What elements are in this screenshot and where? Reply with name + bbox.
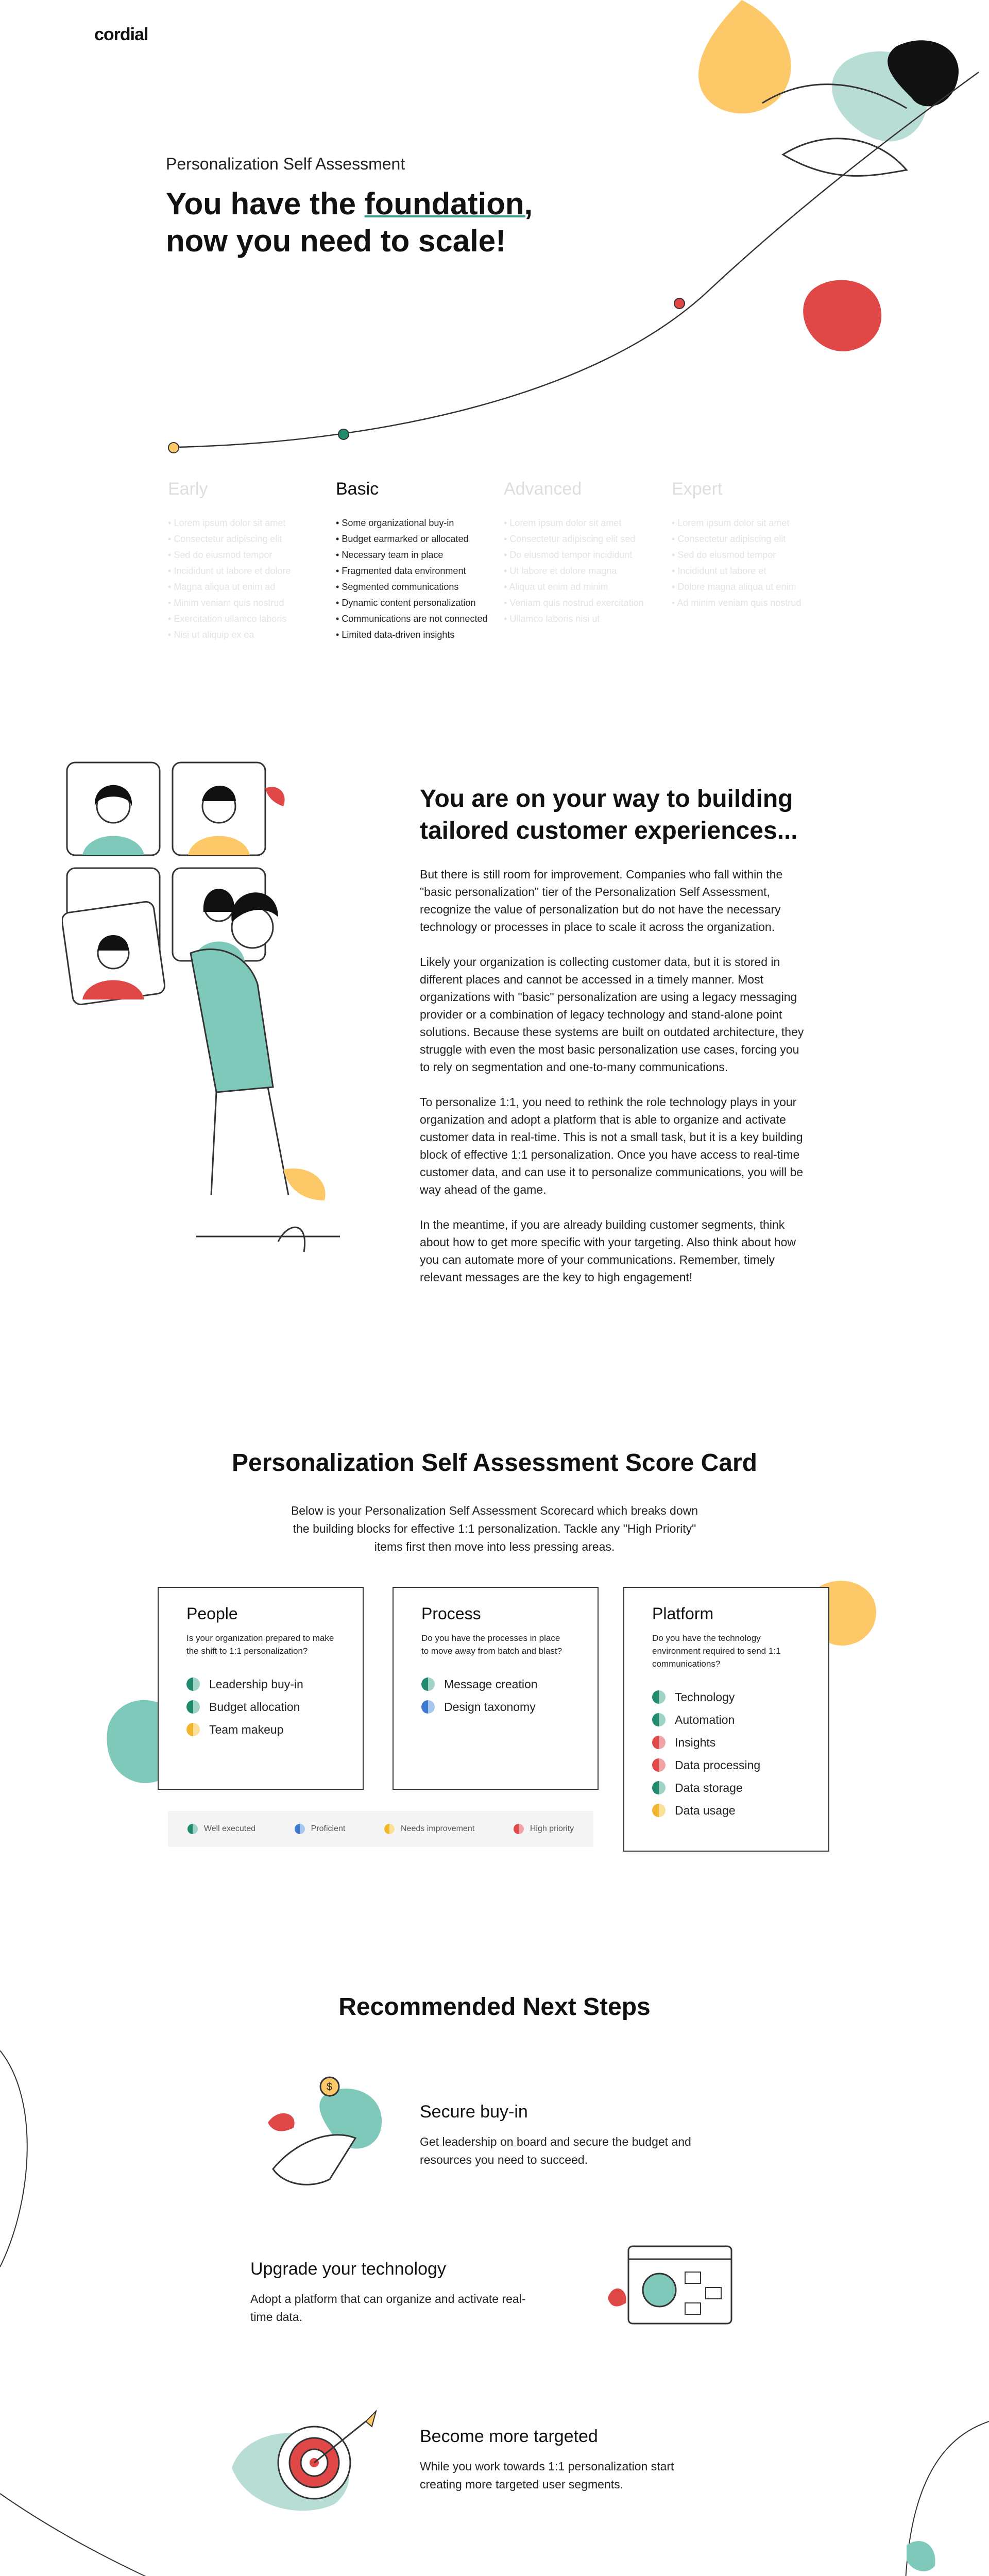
progress-section-body xyxy=(420,866,811,1303)
hero-title-part: You have the xyxy=(166,187,365,221)
score-item-label: Message creation xyxy=(444,1677,538,1691)
legend-item xyxy=(187,1824,255,1834)
list-item: • Ad minim veniam quis nostrud xyxy=(672,595,826,611)
paragraph: But there is still room for improvement. Companies who fall within the "basic personalization" tier of the Personalization Self Assessment, recognize the value of personalization but do not have the necessary technology or processes in place to scale it across the organization. xyxy=(420,868,783,934)
list-item: • Limited data-driven insights xyxy=(336,627,490,643)
status-dot-icon xyxy=(187,1824,198,1834)
scorecard-platform xyxy=(623,1587,829,1852)
card-title: People xyxy=(186,1604,238,1623)
step-upgrade-title: Upgrade your technology xyxy=(250,2259,446,2279)
tier-expert-list xyxy=(672,515,826,611)
card-title: Platform xyxy=(652,1604,714,1623)
score-item xyxy=(652,1754,800,1776)
hero-title xyxy=(166,185,629,260)
status-dot-icon xyxy=(652,1781,666,1794)
list-item: • Lorem ipsum dolor sit amet xyxy=(672,515,826,531)
legend-label: Needs improvement xyxy=(401,1824,475,1833)
hero-title-emphasis: foundation, xyxy=(364,187,533,221)
score-item xyxy=(652,1731,800,1754)
status-dot-icon xyxy=(514,1824,524,1834)
card-question: Do you have the processes in place to move away from batch and blast? xyxy=(421,1633,562,1656)
card-question: Do you have the technology environment required to send 1:1 communications? xyxy=(652,1633,781,1669)
list-item: • Exercitation ullamco laboris xyxy=(168,611,322,627)
score-item xyxy=(652,1708,800,1731)
list-item: • Magna aliqua ut enim ad xyxy=(168,579,322,595)
score-item xyxy=(652,1776,800,1799)
score-item-label: Data processing xyxy=(675,1758,761,1772)
tier-early-title: Early xyxy=(168,479,208,499)
score-item-label: Design taxonomy xyxy=(444,1700,536,1714)
score-item xyxy=(652,1799,800,1822)
list-item: • Lorem ipsum dolor sit amet xyxy=(168,515,322,531)
score-item xyxy=(421,1673,570,1696)
list-item: • Ut labore et dolore magna xyxy=(504,563,658,579)
status-dot-icon xyxy=(421,1677,435,1691)
score-item-label: Data storage xyxy=(675,1781,743,1794)
handshake-illustration xyxy=(252,2066,397,2195)
list-item: • Aliqua ut enim ad minim xyxy=(504,579,658,595)
status-dot-icon xyxy=(652,1713,666,1726)
score-item xyxy=(186,1673,335,1696)
score-item xyxy=(421,1696,570,1718)
legend-item xyxy=(295,1824,346,1834)
scorecard-intro: Below is your Personalization Self Assessment Scorecard which breaks down the building blocks for effective 1:1 personalization. Tackle any "High Priority" items first then move into less pressing areas. xyxy=(291,1504,698,1553)
target-illustration xyxy=(227,2396,381,2519)
step-secure-buy-in-title: Secure buy-in xyxy=(420,2102,528,2122)
status-dot-icon xyxy=(652,1736,666,1749)
score-item-label: Data usage xyxy=(675,1804,736,1817)
list-item: • Segmented communications xyxy=(336,579,490,595)
list-item: • Sed do eiusmod tempor xyxy=(672,547,826,563)
milestone-dot-advanced xyxy=(674,298,685,309)
tier-advanced-title: Advanced xyxy=(504,479,582,499)
list-item: • Incididunt ut labore et xyxy=(672,563,826,579)
status-dot-icon xyxy=(384,1824,395,1834)
list-item: • Minim veniam quis nostrud xyxy=(168,595,322,611)
score-item xyxy=(186,1718,335,1741)
step-upgrade-body: Adopt a platform that can organize and activate real-time data. xyxy=(250,2292,526,2324)
step-targeted-title: Become more targeted xyxy=(420,2427,598,2446)
legend-label: Proficient xyxy=(311,1824,346,1833)
hero-title-line2: now you need to scale! xyxy=(166,224,506,258)
score-item-label: Team makeup xyxy=(209,1723,284,1736)
status-dot-icon xyxy=(186,1677,200,1691)
score-item-label: Budget allocation xyxy=(209,1700,300,1714)
list-item: • Fragmented data environment xyxy=(336,563,490,579)
milestone-dot-basic xyxy=(338,429,349,440)
paragraph: To personalize 1:1, you need to rethink the role technology plays in your organization and adopt a platform that is able to organize and activate customer data in real-time. This is not a small task, but it is a key building block of effective 1:1 personalization. Once you have access to real-time customer data, and can use it to personalize communications, you will be way ahead of the game. xyxy=(420,1095,804,1196)
legend-label: Well executed xyxy=(203,1824,256,1833)
list-item: • Veniam quis nostrud exercitation xyxy=(504,595,658,611)
score-item xyxy=(652,1686,800,1708)
status-dot-icon xyxy=(652,1758,666,1772)
list-item: • Necessary team in place xyxy=(336,547,490,563)
list-item: • Do eiusmod tempor incididunt xyxy=(504,547,658,563)
score-item-label: Technology xyxy=(675,1690,735,1704)
legend-item xyxy=(384,1824,474,1834)
cordial-logo[interactable]: cordial xyxy=(94,25,148,44)
card-question: Is your organization prepared to make the shift to 1:1 personalization? xyxy=(186,1633,334,1656)
tier-basic-list xyxy=(336,515,490,643)
scorecard-title: Personalization Self Assessment Score Card xyxy=(232,1449,757,1477)
tier-basic-title: Basic xyxy=(336,479,379,499)
score-item-label: Automation xyxy=(675,1713,735,1726)
list-item: • Communications are not connected xyxy=(336,611,490,627)
list-item: • Some organizational buy-in xyxy=(336,515,490,531)
list-item: • Dolore magna aliqua ut enim xyxy=(672,579,826,595)
progress-section-title: You are on your way to building tailored customer experiences... xyxy=(420,785,798,844)
list-item: • Consectetur adipiscing elit xyxy=(672,531,826,547)
list-item: • Budget earmarked or allocated xyxy=(336,531,490,547)
card-title: Process xyxy=(421,1604,481,1623)
team-illustration xyxy=(62,757,361,1257)
legend-label: High priority xyxy=(530,1824,574,1833)
score-item xyxy=(186,1696,335,1718)
status-dot-icon xyxy=(421,1700,435,1714)
legend-item xyxy=(514,1824,574,1834)
step-targeted-body: While you work towards 1:1 personalization start creating more targeted user segments. xyxy=(420,2460,674,2491)
svg-text:$: $ xyxy=(327,2081,333,2093)
list-item: • Consectetur adipiscing elit xyxy=(168,531,322,547)
status-dot-icon xyxy=(186,1723,200,1736)
score-item-label: Insights xyxy=(675,1736,716,1749)
list-item: • Nisi ut aliquip ex ea xyxy=(168,627,322,643)
tier-early-list xyxy=(168,515,322,643)
step-secure-buy-in-body: Get leadership on board and secure the budget and resources you need to succeed. xyxy=(420,2135,691,2166)
next-steps-title: Recommended Next Steps xyxy=(338,1993,651,2021)
status-dot-icon xyxy=(652,1690,666,1704)
milestone-dot-early xyxy=(168,442,179,453)
list-item: • Sed do eiusmod tempor xyxy=(168,547,322,563)
hero-eyebrow: Personalization Self Assessment xyxy=(166,155,405,173)
technology-illustration xyxy=(598,2236,742,2349)
scorecard-legend xyxy=(168,1811,593,1847)
score-item-label: Leadership buy-in xyxy=(209,1677,303,1691)
list-item: • Incididunt ut labore et dolore xyxy=(168,563,322,579)
status-dot-icon xyxy=(652,1804,666,1817)
scorecard-process xyxy=(393,1587,599,1790)
list-item: • Ullamco laboris nisi ut xyxy=(504,611,658,627)
status-dot-icon xyxy=(295,1824,305,1834)
paragraph: In the meantime, if you are already building customer segments, think about how to get more specific with your targeting. Also think about how you can automate more of your communications. Remember, timely relevant messages are the key to high engagement! xyxy=(420,1218,796,1284)
tier-advanced-list xyxy=(504,515,658,627)
list-item: • Dynamic content personalization xyxy=(336,595,490,611)
tier-expert-title: Expert xyxy=(672,479,723,499)
list-item: • Consectetur adipiscing elit sed xyxy=(504,531,658,547)
paragraph: Likely your organization is collecting customer data, but it is stored in different places and cannot be accessed in a timely manner. Most organizations with "basic" personalization are using a legacy messaging provider or a combination of legacy technology and stand-alone point solutions. Because these systems are built on outdated architecture, they struggle with even the most basic personalization use cases, forcing you to rely on segmentation and one-to-many communications. xyxy=(420,955,804,1074)
status-dot-icon xyxy=(186,1700,200,1714)
list-item: • Lorem ipsum dolor sit amet xyxy=(504,515,658,531)
scorecard-people xyxy=(158,1587,364,1790)
